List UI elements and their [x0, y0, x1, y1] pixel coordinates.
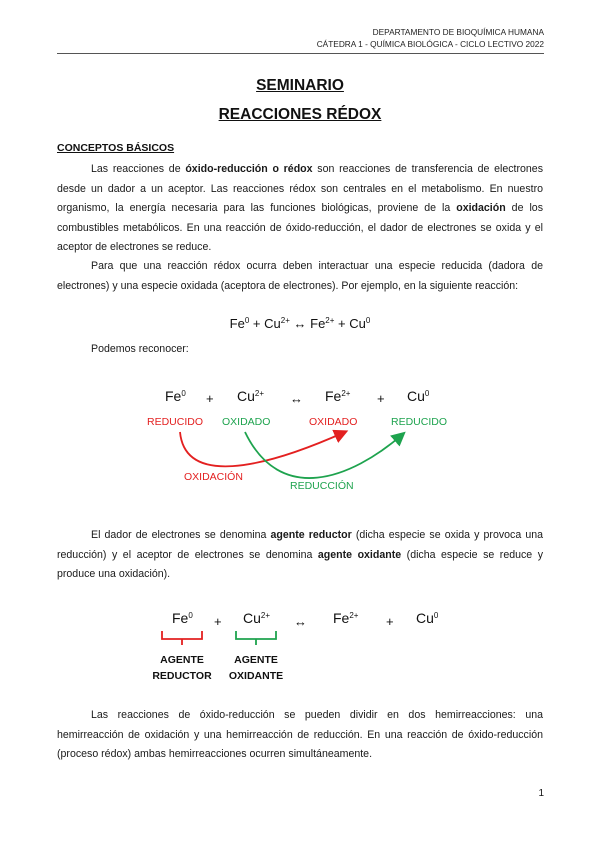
- page-subtitle: REACCIONES RÉDOX: [218, 106, 382, 123]
- label-oxidacion: OXIDACIÓN: [184, 471, 243, 483]
- diagram-cu2: $Cu^{2+}$: [237, 388, 265, 404]
- diagram-plus: +: [377, 391, 385, 406]
- agent-label: AGENTE: [234, 654, 278, 666]
- brace-green: [236, 631, 276, 645]
- species-fe: Fe: [229, 316, 245, 331]
- charge: 0: [365, 316, 371, 325]
- agent-oxidante: [221, 652, 291, 684]
- agent-label: REDUCTOR: [152, 670, 212, 682]
- text-run: El dador de electrones se denomina: [91, 529, 271, 541]
- section-heading: CONCEPTOS BÁSICOS: [57, 142, 175, 154]
- text-run: son reacciones de transferencia de electrones desde un dador a un aceptor. Las reacciones rédox son centrales en el metabolismo. En nuestro organismo, la energía necesaria para las funciones biológicas, proviene de la: [57, 163, 543, 214]
- diagram2-plus: +: [214, 614, 222, 629]
- label-reduccion: REDUCCIÓN: [290, 480, 354, 492]
- charge: 2+: [325, 316, 335, 325]
- diagram2-arrow: ↔: [294, 614, 307, 629]
- text-run: (dicha especie se oxida y provoca una reducción) y el aceptor de electrones se denomina: [57, 529, 543, 561]
- species-fe2: Fe: [310, 316, 326, 331]
- plus-sign: +: [338, 316, 346, 331]
- bold-term: agente reductor: [270, 529, 352, 541]
- diagram-plus: +: [206, 391, 214, 406]
- text-run: Las reacciones de: [91, 163, 186, 175]
- agent-reductor: [147, 652, 217, 684]
- charge: 2+: [280, 316, 290, 325]
- diagram-fe2: $Fe^{2+}$: [325, 388, 351, 404]
- label-reducido-cu: REDUCIDO: [391, 416, 448, 428]
- label-reducido-fe: REDUCIDO: [147, 416, 204, 428]
- diagram2-plus: +: [386, 614, 394, 629]
- bold-term: oxidación: [456, 202, 506, 214]
- label-oxidado-cu: OXIDADO: [222, 416, 271, 428]
- header-department: DEPARTAMENTO DE BIOQUÍMICA HUMANA: [372, 27, 544, 37]
- page-title: SEMINARIO: [256, 77, 344, 94]
- diagram-cu0: Cu$^0$: [407, 388, 430, 404]
- diagram2-fe2: $Fe^{2+}$: [333, 610, 359, 626]
- plus-sign: +: [252, 316, 261, 331]
- species-cu0: Cu: [349, 316, 366, 331]
- brace-red: [162, 631, 202, 645]
- header-course: CÁTEDRA 1 - QUÍMICA BIOLÓGICA - CICLO LECTIVO 2022: [316, 39, 544, 49]
- bold-term: agente oxidante: [317, 548, 402, 561]
- species-cu: Cu: [264, 316, 281, 331]
- charge: 0: [244, 316, 250, 325]
- bold-term: óxido-reducción o rédox: [185, 163, 313, 175]
- recognize-text: Podemos reconocer:: [91, 343, 189, 355]
- diagram2-fe0: Fe$^0$: [172, 610, 193, 626]
- agent-label: OXIDANTE: [228, 670, 284, 682]
- diagram2-cu2: $Cu^{2+}$: [243, 610, 271, 626]
- label-oxidado-fe: OXIDADO: [309, 416, 358, 428]
- equilibrium-arrow: ↔: [293, 316, 307, 331]
- page-number: 1: [538, 788, 544, 799]
- agent-label: AGENTE: [160, 654, 204, 666]
- diagram2-cu0: Cu$^0$: [416, 610, 439, 626]
- paragraph-hemireactions: Las reacciones de óxido-reducción se pueden dividir en dos hemirreacciones: una hemirreacción de oxidación y una hemirreacción de reducción. En una reacción de óxido-reducción (proceso rédox) ambas hemirreacciones ocurren simultáneamente.: [57, 709, 543, 760]
- diagram-fe0: Fe$^0$: [165, 388, 186, 404]
- diagram-arrow: ↔: [290, 391, 303, 406]
- paragraph-example: Para que una reacción rédox ocurra deben interactuar una especie reducida (dadora de electrones) y una especie oxidada (aceptora de electrones). Por ejemplo, en la siguiente reacción:: [57, 260, 543, 292]
- text-run: de los combustibles metabólicos. En una reacción de óxido-reducción, el dador de electrones se oxida y el aceptor de electrones se reduce.: [57, 202, 543, 253]
- text-run: (dicha especie se reduce y produce una oxidación).: [57, 548, 543, 580]
